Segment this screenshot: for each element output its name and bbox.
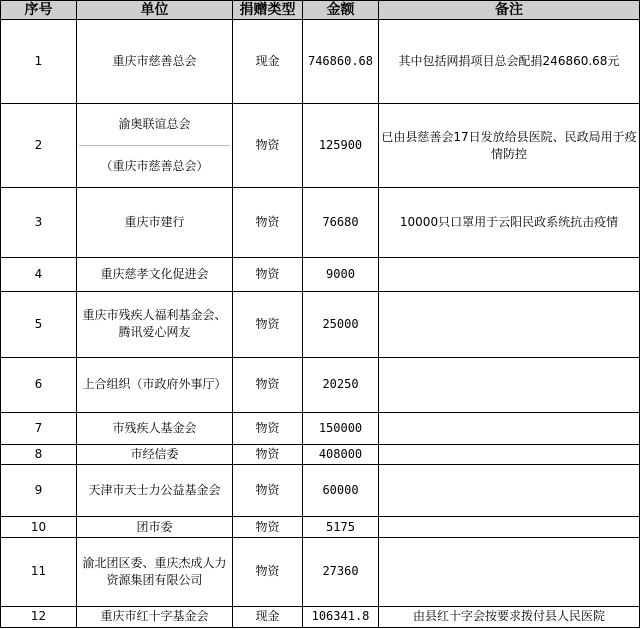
cell-amount: 20250 bbox=[303, 357, 379, 412]
cell-unit: 重庆市红十字基金会 bbox=[77, 606, 233, 627]
cell-type: 物资 bbox=[233, 103, 303, 188]
cell-amount: 25000 bbox=[303, 292, 379, 358]
cell-index: 11 bbox=[1, 538, 77, 607]
cell-note bbox=[379, 357, 640, 412]
cell-type: 物资 bbox=[233, 188, 303, 258]
table-row bbox=[1, 606, 640, 627]
cell-note: 10000只口罩用于云阳民政系统抗击疫情 bbox=[379, 188, 640, 258]
cell-index: 12 bbox=[1, 606, 77, 627]
table-row bbox=[1, 103, 640, 188]
cell-type: 物资 bbox=[233, 292, 303, 358]
cell-amount: 125900 bbox=[303, 103, 379, 188]
cell-note bbox=[379, 464, 640, 516]
cell-amount: 746860.68 bbox=[303, 20, 379, 104]
table-row bbox=[1, 445, 640, 464]
table-row bbox=[1, 20, 640, 104]
cell-unit: 重庆慈孝文化促进会 bbox=[77, 257, 233, 291]
header-type: 捐赠类型 bbox=[233, 1, 303, 20]
cell-note bbox=[379, 413, 640, 445]
cell-type: 物资 bbox=[233, 538, 303, 607]
header-unit: 单位 bbox=[77, 1, 233, 20]
header-note: 备注 bbox=[379, 1, 640, 20]
cell-unit: 渝北团区委、重庆杰成人力资源集团有限公司 bbox=[77, 538, 233, 607]
cell-note bbox=[379, 517, 640, 538]
cell-index: 2 bbox=[1, 103, 77, 188]
cell-unit: 重庆市建行 bbox=[77, 188, 233, 258]
cell-unit: 市经信委 bbox=[77, 445, 233, 464]
cell-unit: 重庆市慈善总会 bbox=[77, 20, 233, 104]
cell-amount: 408000 bbox=[303, 445, 379, 464]
cell-index: 6 bbox=[1, 357, 77, 412]
cell-unit: 团市委 bbox=[77, 517, 233, 538]
cell-unit: 重庆市残疾人福利基金会、腾讯爱心网友 bbox=[77, 292, 233, 358]
cell-amount: 9000 bbox=[303, 257, 379, 291]
cell-index: 1 bbox=[1, 20, 77, 104]
cell-note bbox=[379, 445, 640, 464]
table-row bbox=[1, 257, 640, 291]
cell-note bbox=[379, 257, 640, 291]
table-row bbox=[1, 413, 640, 445]
table-row bbox=[1, 517, 640, 538]
cell-index: 8 bbox=[1, 445, 77, 464]
table-row bbox=[1, 188, 640, 258]
table-row bbox=[1, 538, 640, 607]
cell-note: 已由县慈善会17日发放给县医院、民政局用于疫情防控 bbox=[379, 103, 640, 188]
cell-note bbox=[379, 538, 640, 607]
cell-amount: 76680 bbox=[303, 188, 379, 258]
cell-index: 9 bbox=[1, 464, 77, 516]
cell-amount: 5175 bbox=[303, 517, 379, 538]
cell-type: 现金 bbox=[233, 20, 303, 104]
header-row bbox=[1, 1, 640, 20]
table-row bbox=[1, 292, 640, 358]
cell-type: 物资 bbox=[233, 445, 303, 464]
cell-unit bbox=[77, 103, 233, 188]
cell-type: 现金 bbox=[233, 606, 303, 627]
cell-type: 物资 bbox=[233, 413, 303, 445]
cell-amount: 150000 bbox=[303, 413, 379, 445]
cell-amount: 27360 bbox=[303, 538, 379, 607]
cell-index: 3 bbox=[1, 188, 77, 258]
cell-type: 物资 bbox=[233, 257, 303, 291]
header-amount: 金额 bbox=[303, 1, 379, 20]
cell-type: 物资 bbox=[233, 517, 303, 538]
cell-note bbox=[379, 292, 640, 358]
cell-index: 10 bbox=[1, 517, 77, 538]
cell-type: 物资 bbox=[233, 464, 303, 516]
cell-unit: 市残疾人基金会 bbox=[77, 413, 233, 445]
cell-note: 其中包括网捐项目总会配捐246860.68元 bbox=[379, 20, 640, 104]
table-row bbox=[1, 357, 640, 412]
cell-amount: 106341.8 bbox=[303, 606, 379, 627]
cell-index: 4 bbox=[1, 257, 77, 291]
cell-note: 由县红十字会按要求拨付县人民医院 bbox=[379, 606, 640, 627]
cell-amount: 60000 bbox=[303, 464, 379, 516]
cell-index: 7 bbox=[1, 413, 77, 445]
cell-unit-main: 渝奥联谊总会 bbox=[79, 104, 230, 146]
cell-unit: 上合组织（市政府外事厅） bbox=[77, 357, 233, 412]
table-row bbox=[1, 464, 640, 516]
header-index: 序号 bbox=[1, 1, 77, 20]
cell-type: 物资 bbox=[233, 357, 303, 412]
cell-unit-sub: （重庆市慈善总会） bbox=[100, 158, 209, 173]
cell-index: 5 bbox=[1, 292, 77, 358]
cell-unit: 天津市天士力公益基金会 bbox=[77, 464, 233, 516]
